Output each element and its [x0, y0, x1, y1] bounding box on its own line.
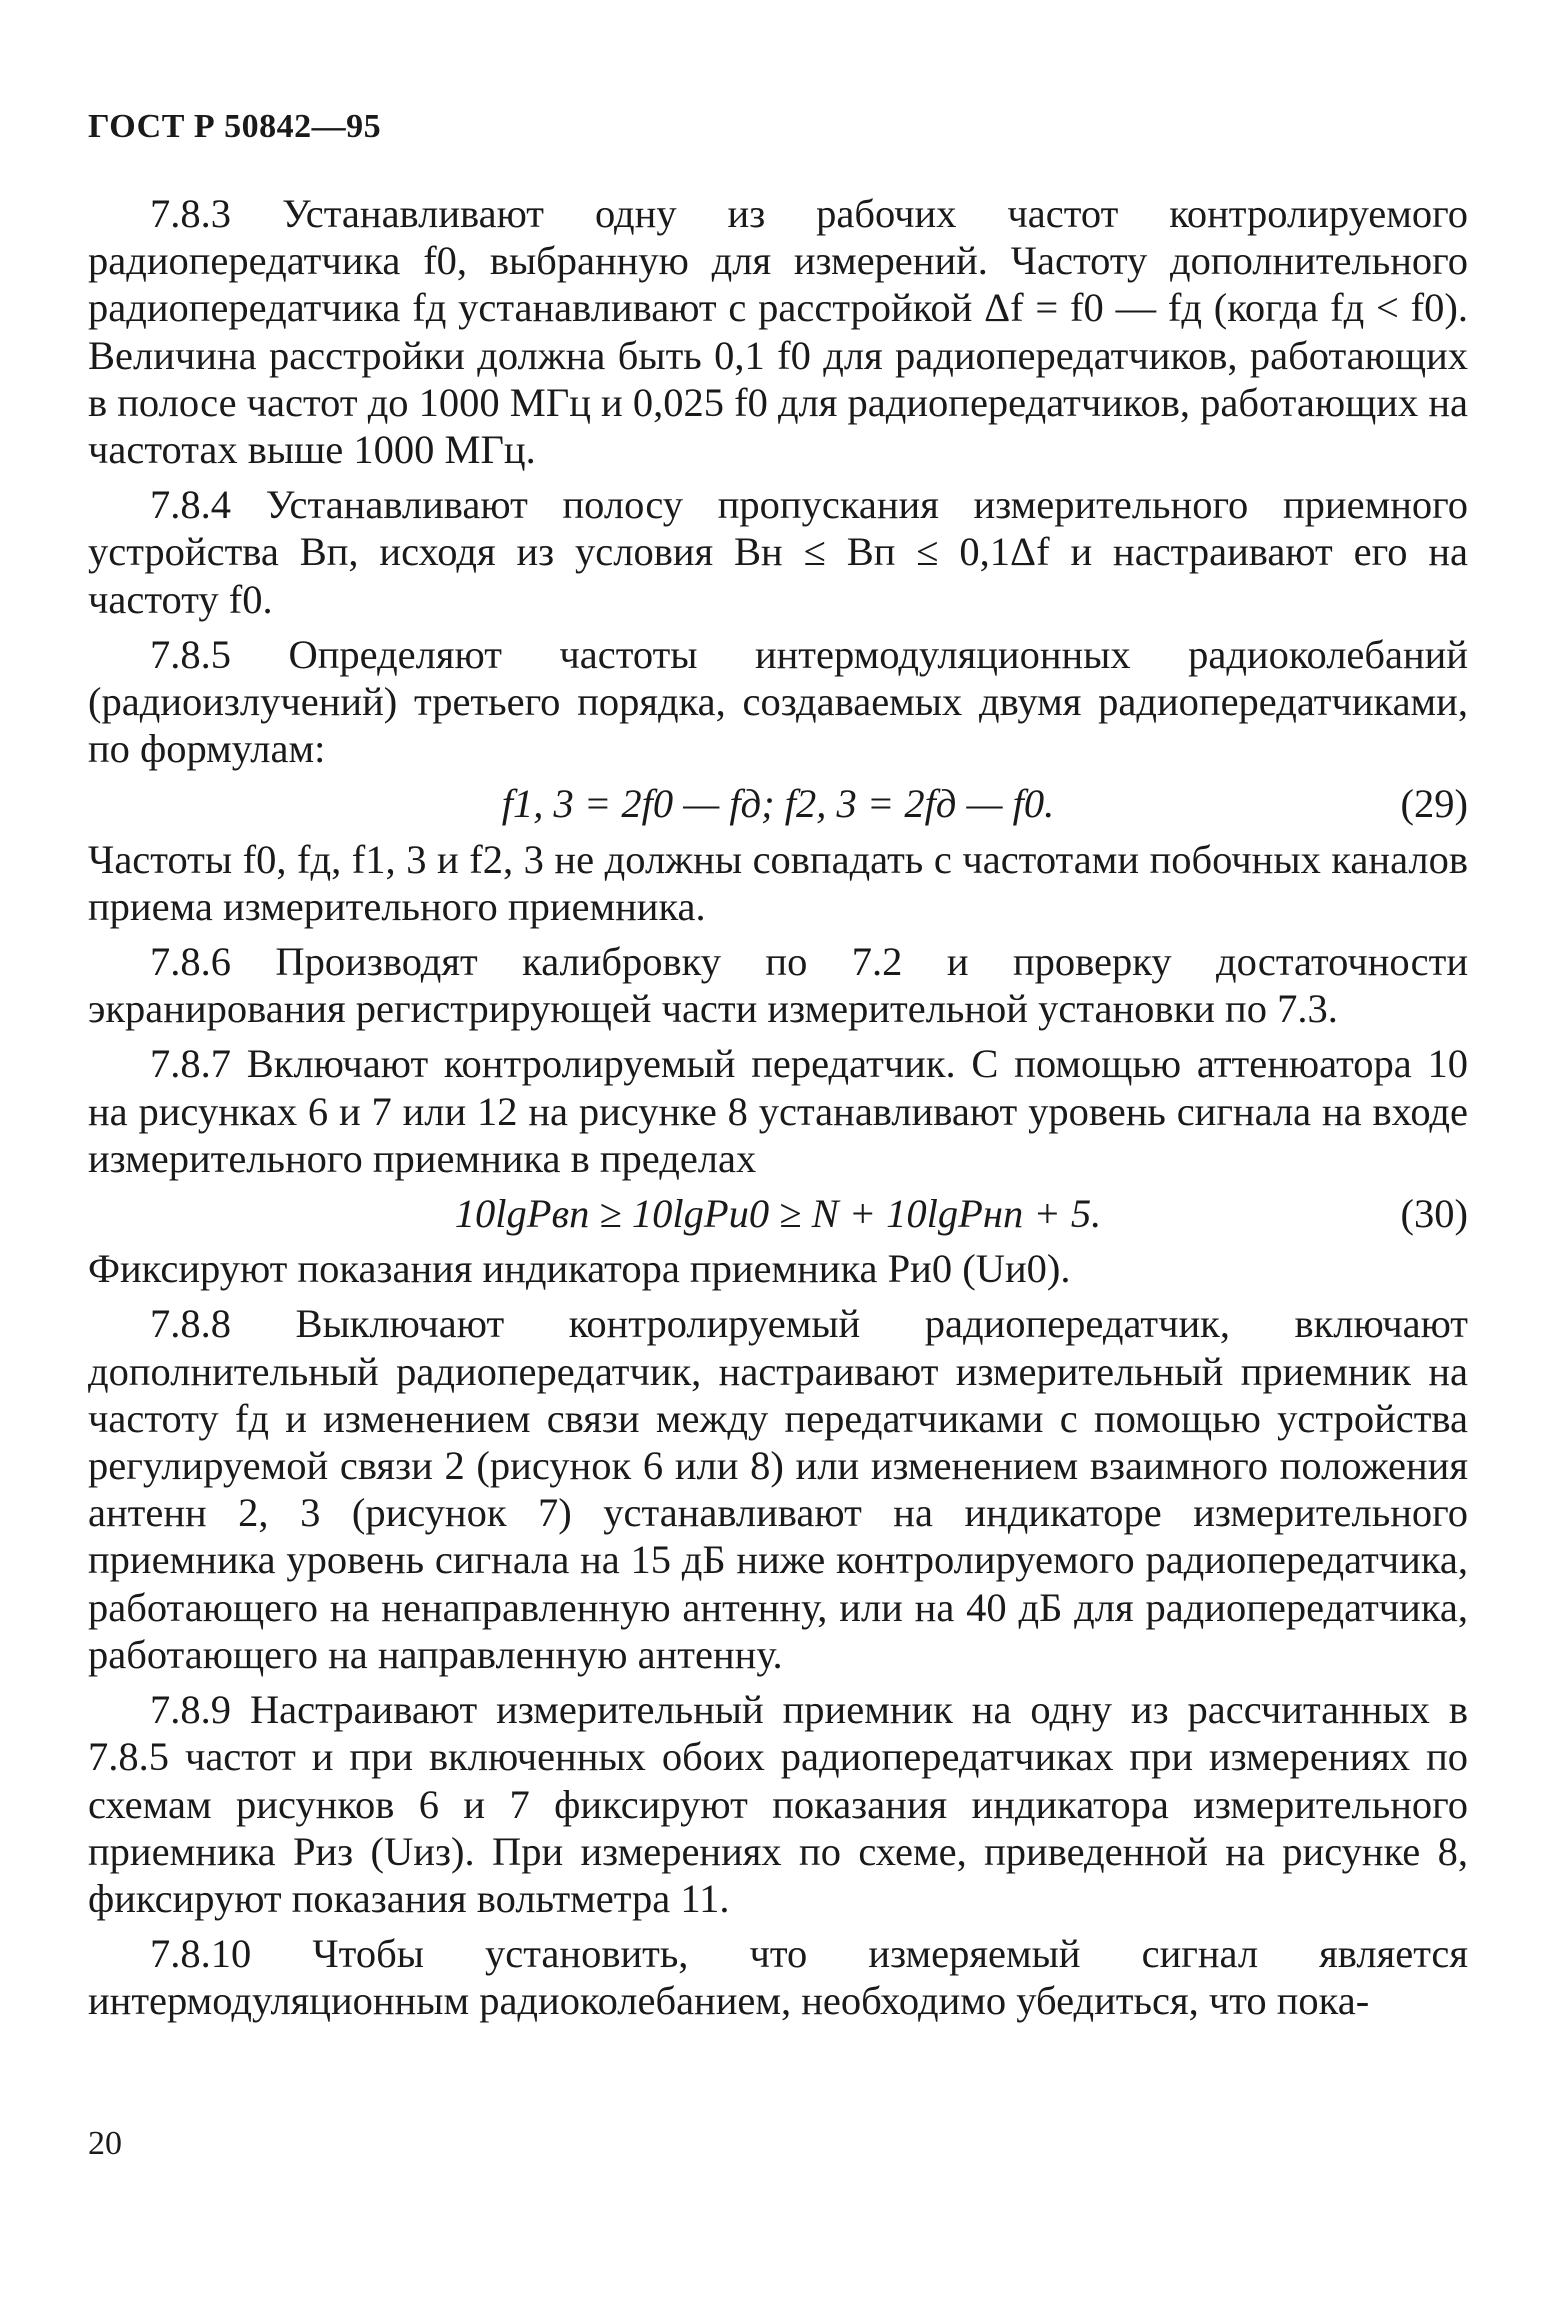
formula-30 [88, 1190, 1468, 1237]
page-number: 20 [88, 2125, 122, 2162]
paragraph-7-8-5: 7.8.5 Определяют частоты интермодуляционных радиоколебаний (радиоизлучений) третьего порядка, создаваемых двумя радиопередатчиками, по формулам: [88, 631, 1468, 772]
paragraph-7-8-6: 7.8.6 Производят калибровку по 7.2 и проверку достаточности экранирования регистрирующей части измерительной установки по 7.3. [88, 939, 1468, 1032]
formula-29-body: f1, 3 = 2f0 — fд; f2, 3 = 2fд — f0. [501, 781, 1055, 827]
paragraph-7-8-7: 7.8.7 Включают контролируемый передатчик. С помощью аттенюатора 10 на рисунках 6 и 7 или 12 на рисунке 8 устанавливают уровень сигнала на входе измерительного приемника в пределах [88, 1041, 1468, 1181]
formula-30-body: 10lgPвп ≥ 10lgPи0 ≥ N + 10lgPнп + 5. [454, 1191, 1102, 1237]
document-body [88, 190, 1468, 2033]
paragraph-7-8-8: 7.8.8 Выключают контролируемый радиопередатчик, включают дополнительный радиопередатчик, настраивают измерительный приемник на частоту fд и изменением связи между передатчиками с помощью устройства регулируемой связи 2 (рисунок 6 или 8) или изменением взаимного положения антенн 2, 3 (рисунок 7) устанавливают на индикаторе измерительного приемника уровень сигнала на 15 дБ ниже контролируемого радиопередатчика, работающего на ненаправленную антенну, или на 40 дБ для радиопередатчика, работающего на направленную антенну. [88, 1301, 1468, 1677]
formula-29 [88, 780, 1468, 827]
paragraph-7-8-9: 7.8.9 Настраивают измерительный приемник на одну из рассчитанных в 7.8.5 частот и при включенных обоих радиопередатчиках при измерениях по схемам рисунков 6 и 7 фиксируют показания индикатора измерительного приемника Pиз (Uиз). При измерениях по схеме, приведенной на рисунке 8, фиксируют показания вольтметра 11. [88, 1687, 1468, 1921]
formula-30-number: (30) [1400, 1191, 1468, 1237]
paragraph-7-8-4: 7.8.4 Устанавливают полосу пропускания измерительного приемного устройства Bп, исходя из условия Bн ≤ Bп ≤ 0,1Δf и настраивают его на частоту f0. [88, 482, 1468, 622]
paragraph-7-8-7-note: Фиксируют показания индикатора приемника Pи0 (Uи0). [88, 1246, 1071, 1292]
paragraph-7-8-3: 7.8.3 Устанавливают одну из рабочих частот контролируемого радиопередатчика f0, выбранную для измерений. Частоту дополнительного радиопередатчика fд устанавливают с расстройкой Δf = f0 — fд (когда fд < f0). Величина расстройки должна быть 0,1 f0 для радиопередатчиков, работающих в полосе частот до 1000 МГц и 0,025 f0 для радиопередатчиков, работающих на частотах выше 1000 МГц. [88, 191, 1468, 473]
formula-29-number: (29) [1400, 781, 1468, 827]
document-header: ГОСТ Р 50842—95 [88, 108, 382, 145]
paragraph-7-8-5-note: Частоты f0, fд, f1, 3 и f2, 3 не должны совпадать с частотами побочных каналов приема измерительного приемника. [88, 836, 1468, 929]
paragraph-7-8-10: 7.8.10 Чтобы установить, что измеряемый сигнал является интермодуляционным радиоколебанием, необходимо убедиться, что пока- [88, 1931, 1468, 2024]
